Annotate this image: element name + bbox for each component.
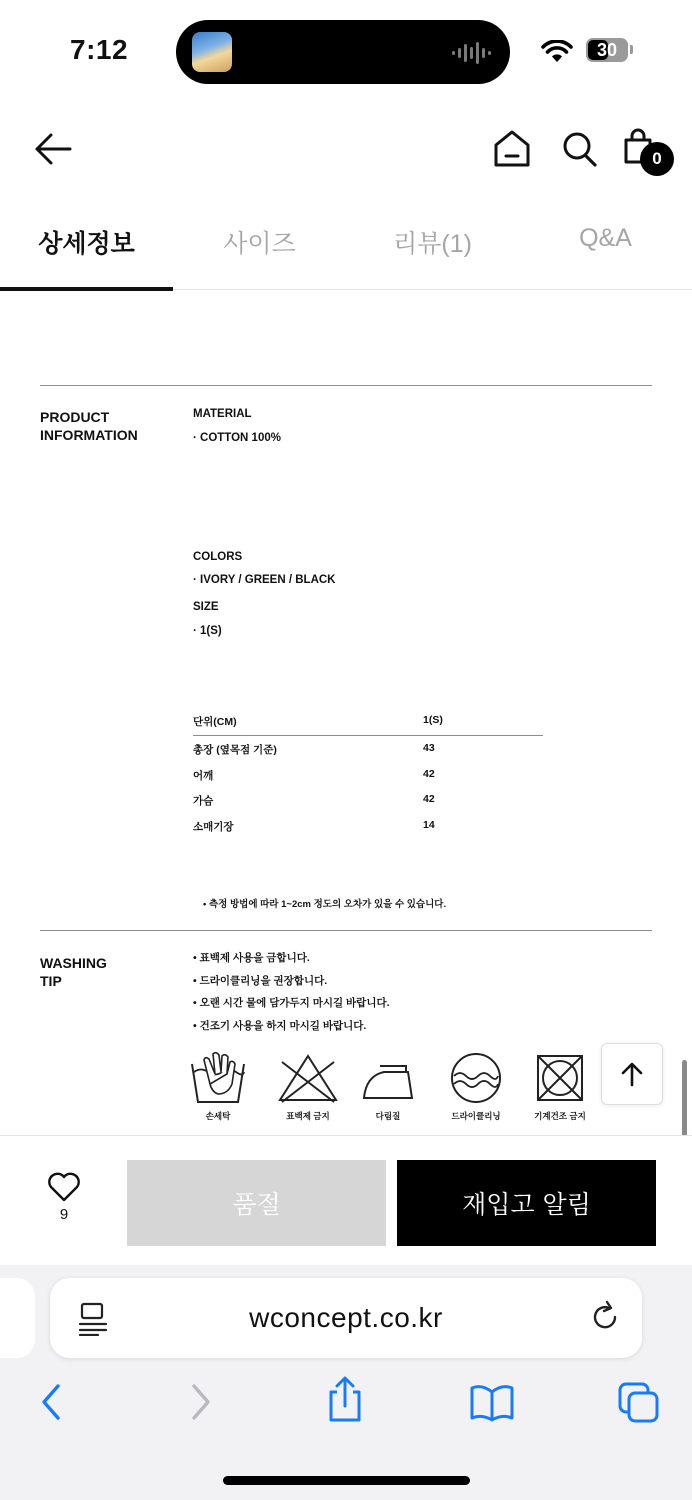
care-symbol-dry-clean xyxy=(436,1050,516,1122)
sold-out-button: 품절 xyxy=(127,1160,386,1246)
iron-icon xyxy=(358,1050,418,1106)
list-item: • 표백제 사용을 금합니다. xyxy=(193,952,310,964)
measurement-name: 어깨 xyxy=(193,769,214,782)
measurement-value: 14 xyxy=(423,818,435,831)
tab-reviews[interactable]: 리뷰(1) xyxy=(393,230,472,258)
status-time: 7:12 xyxy=(70,34,129,65)
material-value: · COTTON 100% xyxy=(193,432,281,444)
search-button[interactable] xyxy=(560,128,600,170)
measurement-name: 소매기장 xyxy=(193,820,234,833)
tab-size[interactable]: 사이즈 xyxy=(223,230,296,258)
colors-value: · IVORY / GREEN / BLACK xyxy=(193,574,336,586)
hand-wash-icon xyxy=(188,1050,248,1106)
like-count: 9 xyxy=(59,1206,69,1223)
status-bar xyxy=(0,0,692,100)
like-button[interactable] xyxy=(36,1172,92,1223)
product-info-heading-line1: PRODUCT xyxy=(40,409,110,425)
restock-alert-button[interactable]: 재입고 알림 xyxy=(397,1160,656,1246)
back-button[interactable] xyxy=(30,128,76,170)
care-symbols xyxy=(193,1050,593,1125)
reload-icon[interactable] xyxy=(588,1300,622,1334)
washing-tips-list xyxy=(193,950,390,1040)
washing-tip-heading-line2: TIP xyxy=(40,973,62,989)
washing-tip-heading-line1: WASHING xyxy=(40,955,107,971)
home-button[interactable] xyxy=(492,128,532,170)
measurement-value: 42 xyxy=(423,767,435,780)
measurement-note: • 측정 방법에 따라 1~2cm 정도의 오차가 있을 수 있습니다. xyxy=(203,899,447,910)
no-tumble-dry-icon xyxy=(532,1050,588,1106)
previous-tab-card[interactable] xyxy=(0,1278,35,1358)
care-label: 다림질 xyxy=(375,1111,401,1121)
tab-details[interactable]: 상세정보 xyxy=(0,204,173,290)
detail-tabs xyxy=(0,204,692,290)
heart-icon xyxy=(47,1172,81,1202)
now-playing-artwork xyxy=(192,32,232,72)
size-value: · 1(S) xyxy=(193,625,222,637)
product-info-heading xyxy=(40,408,138,444)
cart-count-badge: 0 xyxy=(640,142,674,176)
browser-forward-icon[interactable] xyxy=(186,1382,216,1422)
section-divider xyxy=(40,930,652,931)
measurement-name: 총장 (옆목점 기준) xyxy=(193,744,277,756)
table-row xyxy=(193,819,543,845)
search-icon xyxy=(560,128,600,170)
arrow-left-icon xyxy=(30,128,76,170)
cart-button[interactable] xyxy=(622,128,674,178)
arrow-up-icon xyxy=(617,1059,647,1089)
section-divider xyxy=(40,385,652,386)
care-symbol-no-tumble-dry xyxy=(520,1050,600,1122)
product-detail-content xyxy=(0,290,692,1135)
colors-label: COLORS xyxy=(193,551,243,563)
care-label: 표백제 금지 xyxy=(286,1111,330,1121)
table-row xyxy=(193,793,543,819)
battery-percent: 30 xyxy=(596,40,618,60)
care-label: 드라이클리닝 xyxy=(451,1111,501,1121)
table-row xyxy=(193,768,543,794)
audio-wave-icon xyxy=(452,42,492,64)
list-item: • 드라이클리닝을 권장합니다. xyxy=(193,974,328,987)
care-label: 기계건조 금지 xyxy=(534,1111,586,1121)
care-label: 손세탁 xyxy=(205,1111,231,1121)
measurement-value: 43 xyxy=(423,742,435,754)
browser-back-icon[interactable] xyxy=(36,1382,66,1422)
size-table-unit-header: 단위(CM) xyxy=(193,716,237,728)
battery-indicator xyxy=(586,38,628,62)
washing-tip-heading xyxy=(40,954,107,990)
wifi-icon xyxy=(541,40,573,64)
table-row xyxy=(193,742,543,768)
address-bar[interactable] xyxy=(50,1278,642,1358)
care-symbol-ironing xyxy=(348,1050,428,1122)
home-indicator xyxy=(223,1476,470,1485)
purchase-bar xyxy=(0,1135,692,1265)
dynamic-island[interactable] xyxy=(176,20,510,84)
size-label: SIZE xyxy=(193,601,219,613)
no-bleach-icon xyxy=(276,1050,340,1106)
scroll-to-top-button[interactable] xyxy=(601,1043,663,1105)
measurement-name: 가슴 xyxy=(193,795,214,807)
material-label: MATERIAL xyxy=(193,408,252,420)
size-table-header xyxy=(193,714,543,736)
care-symbol-hand-wash xyxy=(178,1050,258,1122)
tab-qna[interactable]: Q&A xyxy=(579,224,632,252)
size-table-size-header: 1(S) xyxy=(423,714,443,726)
dry-clean-icon xyxy=(448,1050,504,1106)
list-item: • 건조기 사용을 하지 마시길 바랍니다. xyxy=(193,1019,367,1032)
home-icon xyxy=(492,128,532,170)
size-table xyxy=(193,714,543,844)
share-icon[interactable] xyxy=(325,1376,365,1422)
list-item: • 오랜 시간 물에 담가두지 마시길 바랍니다. xyxy=(193,997,390,1009)
product-info-heading-line2: INFORMATION xyxy=(40,427,138,443)
url-text[interactable]: wconcept.co.kr xyxy=(249,1302,443,1333)
bookmarks-icon[interactable] xyxy=(468,1384,516,1422)
battery-nub xyxy=(630,45,633,54)
care-symbol-no-bleach xyxy=(268,1050,348,1122)
measurement-value: 42 xyxy=(423,793,435,805)
tabs-icon[interactable] xyxy=(616,1380,662,1424)
